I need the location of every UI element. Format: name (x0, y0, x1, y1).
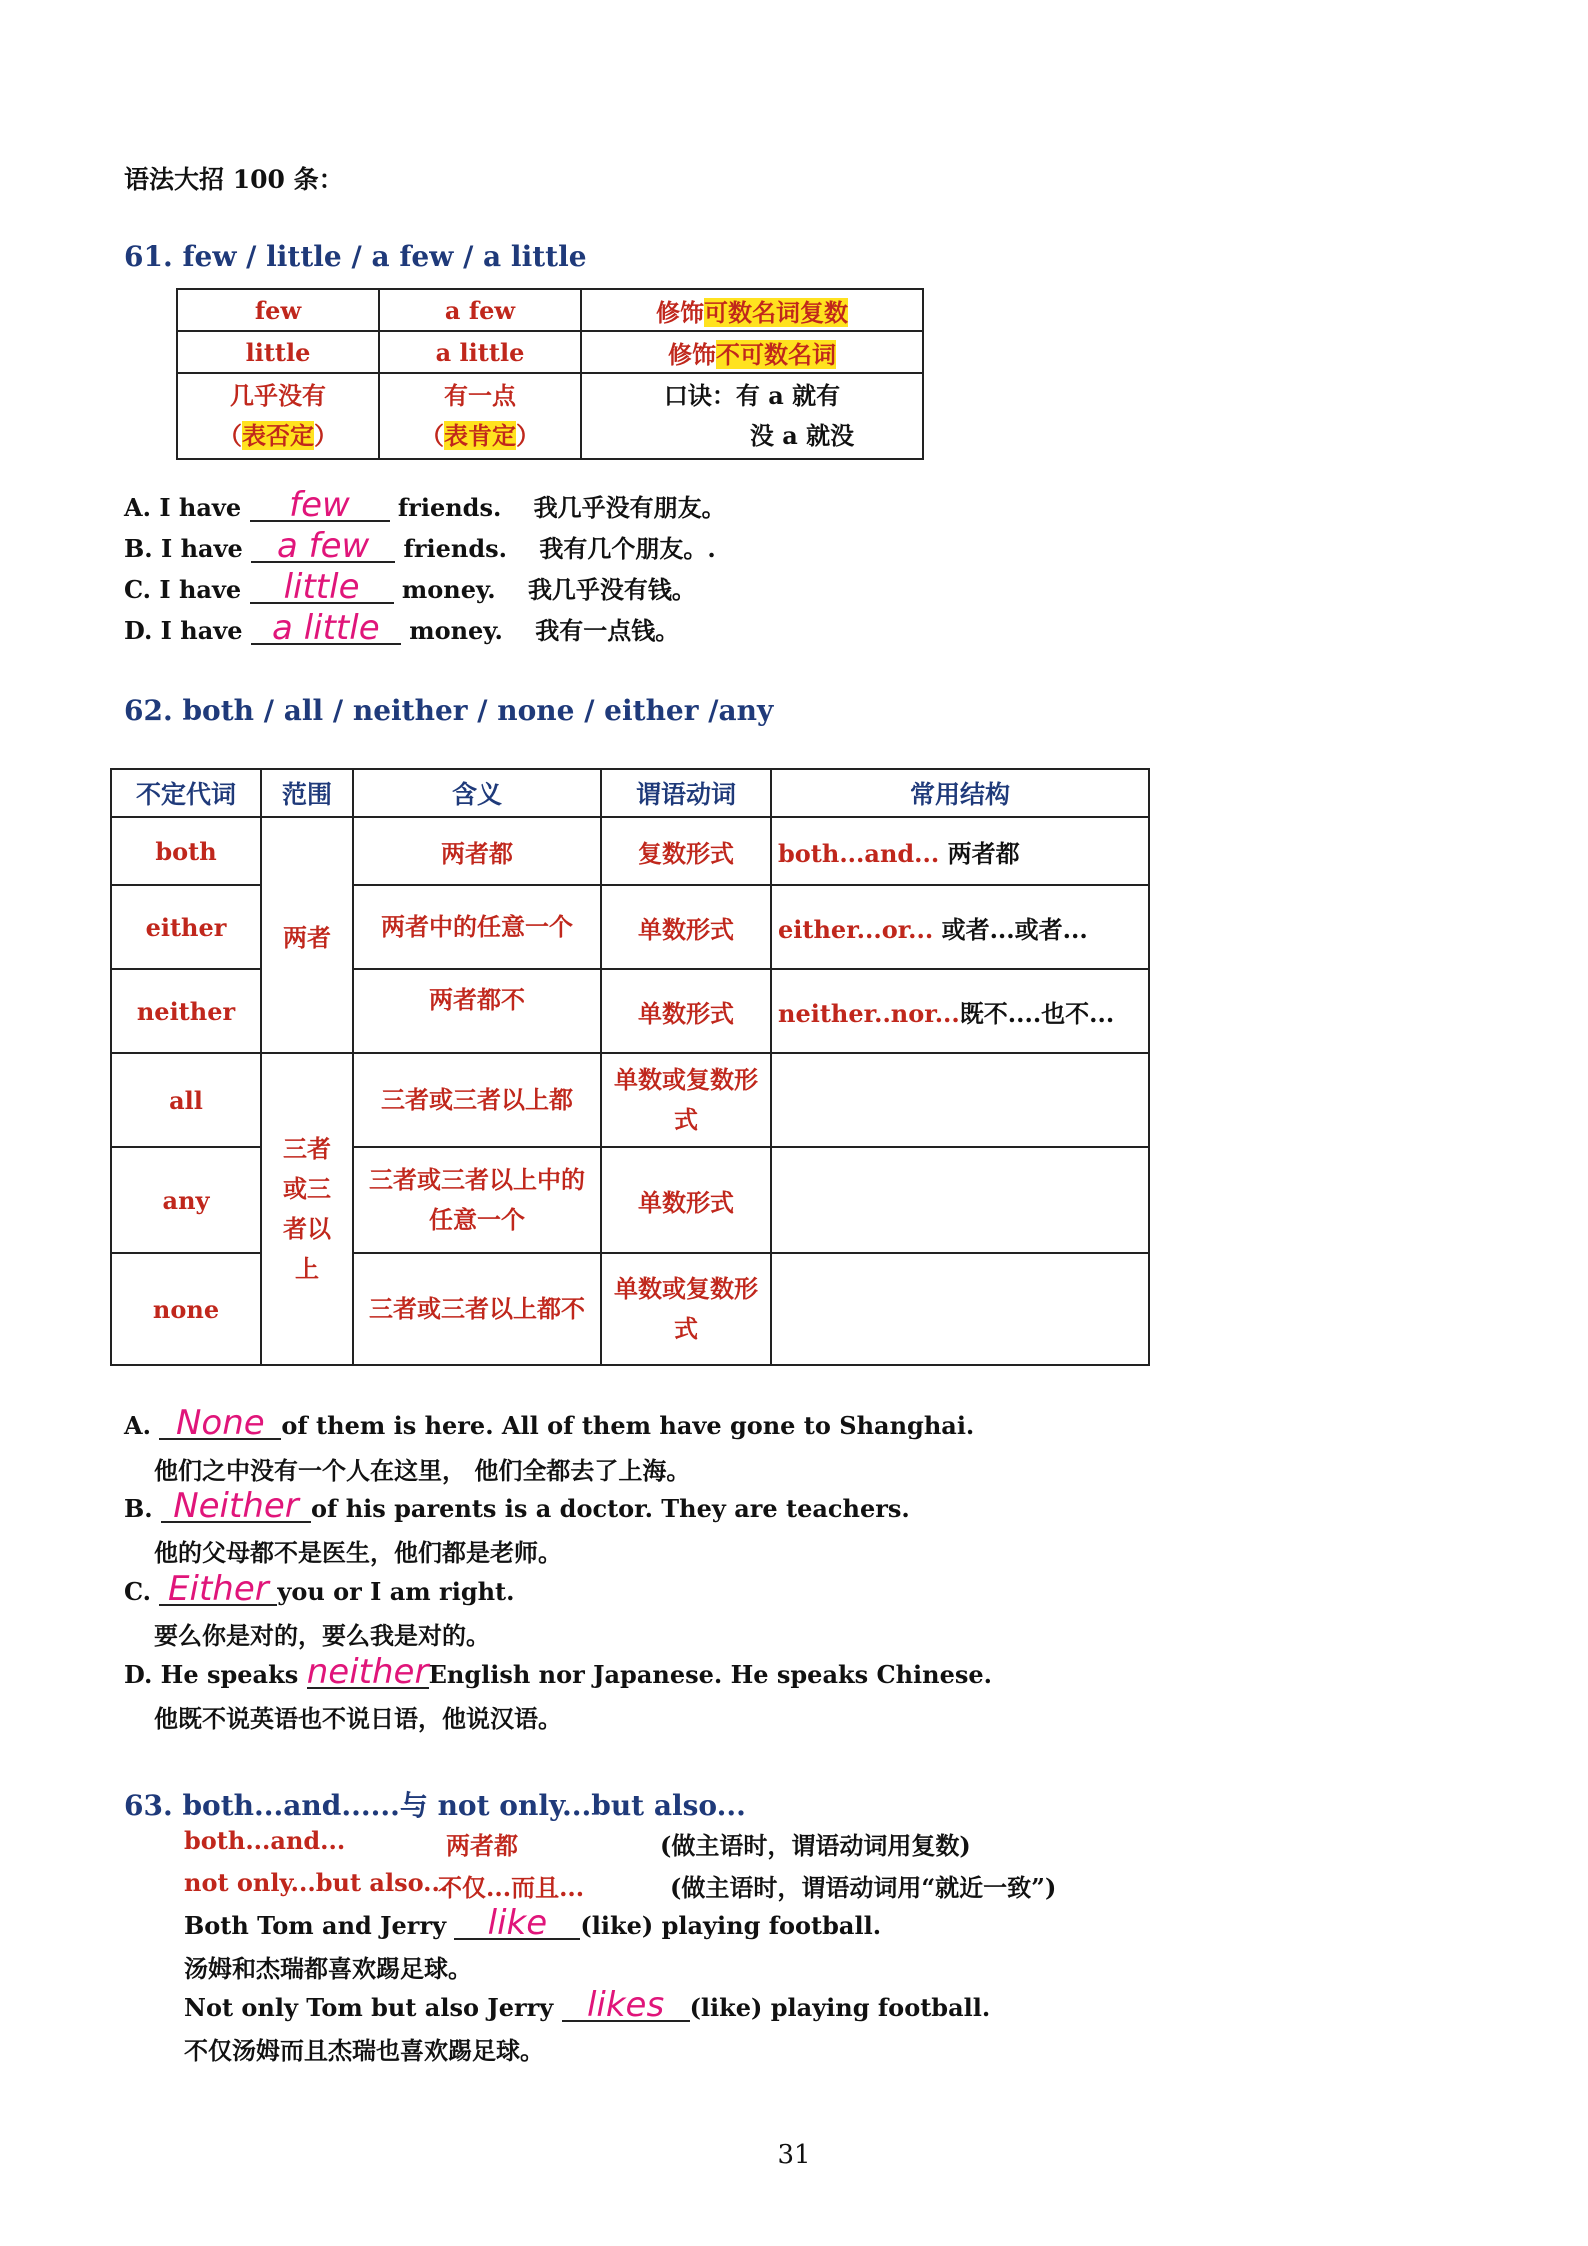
table-row (177, 289, 923, 331)
answer-blank: neither (306, 1652, 429, 1692)
s63-example-2 (184, 1985, 991, 2025)
table-cell: a little (379, 331, 581, 373)
item-label: D. He speaks (124, 1660, 299, 1689)
example-pre: Both Tom and Jerry (184, 1911, 447, 1940)
item-rest: friends. (397, 493, 502, 522)
cell-text-line (184, 416, 372, 456)
s62-item-d (124, 1652, 993, 1692)
item-label: B. I have (124, 534, 243, 563)
range-two-cell: 两者 (261, 817, 353, 1053)
item-rest: English nor Japanese. He speaks Chinese. (428, 1660, 993, 1689)
s63-example-1 (184, 1903, 882, 1943)
table-cell: little (177, 331, 379, 373)
s61-item-d (124, 608, 680, 648)
table-cell: neither (111, 969, 261, 1053)
item-label: C. (124, 1577, 152, 1606)
item-translation: 我几乎没有钱。 (527, 575, 696, 604)
example-pre: Not only Tom but also Jerry (184, 1993, 554, 2022)
section-61-title: 61. few / little / a few / a little (124, 240, 587, 273)
struct-en: either...or... (778, 914, 934, 944)
section-62-title: 62. both / all / neither / none / either /any (124, 694, 774, 727)
paren: ） (314, 421, 338, 450)
s63-rule-2-zh: 不仅...而且... (438, 1873, 585, 1902)
highlight-text: 表否定 (242, 421, 314, 450)
table-cell (771, 885, 1149, 969)
paren: （ (420, 421, 444, 450)
s62-item-b-translation: 他的父母都不是医生，他们都是老师。 (154, 1538, 562, 1567)
table-cell (771, 817, 1149, 885)
header-cell: 不定代词 (111, 769, 261, 817)
section-63-title: 63. both...and......与 not only...but also... (124, 1789, 746, 1822)
example-rest: (like) playing football. (689, 1993, 991, 2022)
table-row (177, 331, 923, 373)
header-cell: 范围 (261, 769, 353, 817)
table-cell: a few (379, 289, 581, 331)
item-label: A. (124, 1411, 151, 1440)
item-rest: money. (409, 616, 503, 645)
table-cell: 单数或复数形式 (601, 1053, 771, 1147)
highlight-text: 表肯定 (444, 421, 516, 450)
header-cell: 含义 (353, 769, 601, 817)
table-cell: 两者都 (353, 817, 601, 885)
cell-text: 有一点 (444, 381, 516, 410)
struct-en: both...and... (778, 838, 940, 868)
table-cell: all (111, 1053, 261, 1147)
answer-blank: likes (562, 1990, 690, 2022)
item-rest: of them is here. All of them have gone to Shanghai. (281, 1411, 975, 1440)
item-label: D. I have (124, 616, 243, 645)
table-row (177, 373, 923, 459)
s61-item-b (124, 526, 716, 566)
highlight-text: 可数名词复数 (704, 297, 848, 327)
mnemonic-line-1: 口诀：有 a 就有 (663, 381, 841, 410)
s63-example-2-translation: 不仅汤姆而且杰瑞也喜欢踢足球。 (184, 2036, 544, 2065)
item-rest: of his parents is a doctor. They are teachers. (311, 1494, 910, 1523)
table-cell: either (111, 885, 261, 969)
answer-blank: Either (159, 1574, 277, 1606)
s63-rule-1-note: (做主语时，谓语动词用复数) (660, 1831, 971, 1860)
s62-item-c-translation: 要么你是对的，要么我是对的。 (154, 1621, 490, 1650)
s61-item-c (124, 567, 696, 607)
table-cell: 两者中的任意一个 (353, 885, 601, 969)
s63-rule-1-zh: 两者都 (446, 1831, 518, 1860)
s62-item-b (124, 1486, 910, 1526)
s62-item-d-translation: 他既不说英语也不说日语，他说汉语。 (154, 1704, 562, 1733)
s62-item-a-translation: 他们之中没有一个人在这里， 他们全都去了上海。 (154, 1456, 691, 1485)
table-cell: 单数形式 (601, 885, 771, 969)
table-cell: 单数或复数形式 (601, 1253, 771, 1365)
table-cell: 三者或三者以上都 (353, 1053, 601, 1147)
table-cell: any (111, 1147, 261, 1253)
s62-item-a (124, 1403, 975, 1443)
range-three-cell: 三者或三者以上 (261, 1053, 353, 1365)
struct-zh: 两者都 (947, 838, 1020, 868)
table-cell: 两者都不 (353, 969, 601, 1053)
struct-zh: 既不....也不... (959, 998, 1115, 1028)
table-header-row (111, 769, 1149, 817)
header-cell: 谓语动词 (601, 769, 771, 817)
cell-text: 几乎没有 (230, 381, 326, 410)
item-rest: friends. (403, 534, 507, 563)
table-cell: both (111, 817, 261, 885)
s63-example-1-translation: 汤姆和杰瑞都喜欢踢足球。 (184, 1954, 472, 1983)
answer-blank: few (250, 490, 390, 522)
section-61-table (176, 288, 924, 460)
table-cell (771, 1053, 1149, 1147)
answer-blank: a little (251, 613, 401, 645)
answer-blank: like (454, 1908, 580, 1940)
table-cell: few (177, 289, 379, 331)
table-cell (581, 331, 923, 373)
page-number: 31 (777, 2140, 811, 2170)
s61-item-a (124, 485, 726, 525)
s63-rule-1-en: both...and... (184, 1826, 346, 1855)
item-translation: 我有几个朋友。. (539, 534, 716, 563)
table-cell (771, 969, 1149, 1053)
answer-blank: None (159, 1408, 281, 1440)
paren: （ (218, 421, 242, 450)
table-row (111, 1053, 1149, 1147)
table-cell (771, 1147, 1149, 1253)
s63-rule-2-note: (做主语时，谓语动词用“就近一致”) (670, 1873, 1057, 1902)
paren: ） (516, 421, 540, 450)
table-cell: 复数形式 (601, 817, 771, 885)
table-cell (581, 373, 923, 459)
cell-text: 修饰 (668, 339, 716, 369)
s63-rule-2-en: not only...but also... (184, 1868, 449, 1897)
struct-en: neither..nor... (778, 998, 960, 1028)
table-cell (771, 1253, 1149, 1365)
highlight-text: 不可数名词 (716, 339, 836, 369)
table-row (111, 817, 1149, 885)
table-cell (177, 373, 379, 459)
item-translation: 我几乎没有朋友。 (533, 493, 726, 522)
header-cell: 常用结构 (771, 769, 1149, 817)
answer-blank: Neither (161, 1491, 311, 1523)
section-62-table (110, 768, 1150, 1366)
item-label: C. I have (124, 575, 242, 604)
page-header: 语法大招 100 条： (124, 165, 344, 194)
example-rest: (like) playing football. (580, 1911, 882, 1940)
table-cell: none (111, 1253, 261, 1365)
table-cell (581, 289, 923, 331)
table-cell: 单数形式 (601, 969, 771, 1053)
mnemonic-line-2: 没 a 就没 (749, 421, 855, 450)
item-label: B. (124, 1494, 153, 1523)
struct-zh: 或者...或者... (941, 914, 1088, 944)
item-rest: you or I am right. (277, 1577, 515, 1606)
cell-text-line (386, 416, 574, 456)
table-cell: 单数形式 (601, 1147, 771, 1253)
table-cell (379, 373, 581, 459)
table-cell: 三者或三者以上中的任意一个 (353, 1147, 601, 1253)
item-translation: 我有一点钱。 (535, 616, 680, 645)
table-cell: 三者或三者以上都不 (353, 1253, 601, 1365)
answer-blank: little (250, 572, 394, 604)
item-rest: money. (401, 575, 496, 604)
cell-text: 修饰 (656, 297, 704, 327)
s62-item-c (124, 1569, 515, 1609)
item-label: A. I have (124, 493, 242, 522)
answer-blank: a few (251, 531, 395, 563)
